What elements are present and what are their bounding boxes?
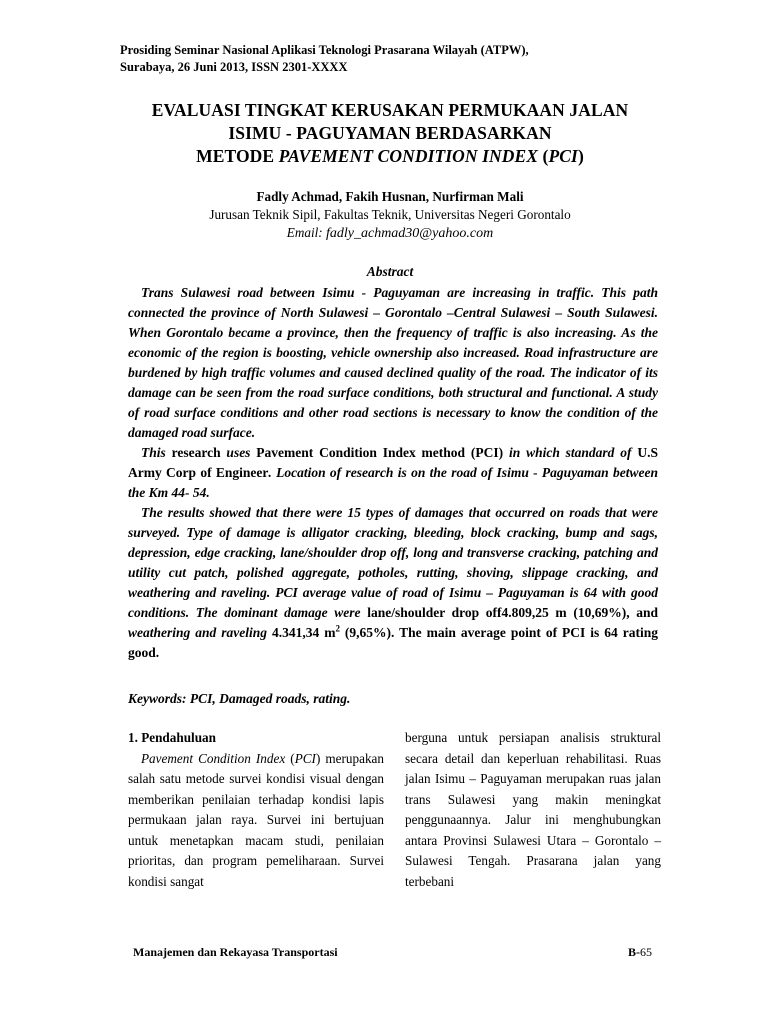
left-paren-open: (	[285, 750, 295, 766]
abstract-p2-b: research	[171, 445, 221, 460]
title-line-3-paren-close: )	[577, 146, 584, 166]
page-number: 65	[640, 945, 652, 959]
abstract-p3-superscript: 2	[335, 623, 340, 634]
abstract-heading: Abstract	[366, 264, 414, 279]
abstract-p2-c: uses	[220, 445, 257, 460]
abstract-p2-d: Pavement Condition Index method (PCI)	[256, 445, 504, 460]
abstract-p2-g: . Location of research is on the road of Isimu - Paguyaman between the Km 44- 54.	[128, 465, 658, 500]
left-acronym-italic: PCI	[294, 750, 316, 766]
section-heading: 1. Pendahuluan	[128, 730, 216, 745]
body-column-right	[405, 728, 661, 892]
abstract-p3-a: The results showed that there were 15 types of damages that occurred on roads that were surveyed. Type of damage is alligator cracking, bleeding, block cracking, bump and sags, depression, edge cracking, lane/shoulder drop off, long and transverse cracking, patching and utility cut patch, polished aggregate, potholes, rutting, shoving, slippage cracking, and weathering and raveling. PCI average value of road of Isimu – Paguyaman is 64 with good conditions. The dominant damage were	[128, 505, 658, 620]
left-term-italic: Pavement Condition Index	[141, 750, 286, 766]
title-line-3-paren-open: (	[538, 146, 549, 166]
left-paragraph-text: ) merupakan salah satu metode survei kondisi visual dengan memberikan penilaian terhadap kondisi lapis permukaan jalan raya. Survei ini bertujuan untuk menetapkan macam studi, penilaian prioritas, dan program pemeliharaan. Survei kondisi sangat	[128, 750, 384, 889]
abstract-p3-c: weathering and raveling	[128, 625, 272, 640]
abstract-p3-b: lane/shoulder drop off4.809,25 m (10,69%), and	[367, 605, 659, 620]
paper-title	[120, 99, 660, 168]
author-affiliation: Jurusan Teknik Sipil, Fakultas Teknik, Universitas Negeri Gorontalo	[209, 207, 571, 222]
abstract-paragraph-2	[128, 443, 658, 503]
page-prefix: B-	[628, 945, 640, 959]
title-line-3-italic: PAVEMENT CONDITION INDEX	[278, 146, 539, 166]
header-line-1: Prosiding Seminar Nasional Aplikasi Teknologi Prasarana Wilayah (ATPW),	[120, 43, 529, 57]
email-address: fadly_achmad30@yahoo.com	[325, 226, 494, 241]
abstract-paragraph-3	[128, 503, 658, 663]
footer-page-number	[628, 944, 652, 960]
footer-journal: Manajemen dan Rekayasa Transportasi	[133, 945, 338, 959]
proceedings-header	[120, 42, 680, 76]
body-column-left	[128, 728, 384, 892]
author-email	[120, 224, 660, 243]
abstract-paragraph-1: Trans Sulawesi road between Isimu - Paguyaman are increasing in traffic. This path connected the province of North Sulawesi – Gorontalo –Central Sulawesi – South Sulawesi. When Gorontalo became a province, then the frequency of traffic is also increasing. As the economic of the region is boosting, vehicle ownership also increased. Road infrastructure are burdened by high traffic volumes and caused declined quality of the road. The indicator of its damage can be seen from the road surface conditions, both structural and functional. A study of road surface conditions and other road sections is necessary to know the condition of the damaged road surface.	[128, 285, 658, 440]
abstract-p2-e: in which standard of	[503, 445, 638, 460]
section-paragraph-left	[128, 749, 384, 893]
abstract-p2-a: This	[141, 445, 172, 460]
abstract-p3-e: (9,65%). The main average point of PCI is 64 rating good.	[128, 625, 659, 660]
title-line-2: ISIMU - PAGUYAMAN BERDASARKAN	[228, 123, 552, 143]
title-line-1: EVALUASI TINGKAT KERUSAKAN PERMUKAAN JALAN	[151, 100, 629, 120]
section-paragraph-right: berguna untuk persiapan analisis struktural secara detail dan keperluan rehabilitasi. Ruas jalan Isimu – Paguyaman merupakan ruas jalan trans Sulawesi yang makin meningkat penggunaannya. Jalur ini menghubungkan antara Provinsi Sulawesi Utara – Gorontalo – Sulawesi Tengah. Prasarana jalan yang terbebani	[405, 730, 661, 889]
title-line-3-prefix: METODE	[196, 146, 279, 166]
email-label: Email:	[286, 225, 326, 240]
author-list: Fadly Achmad, Fakih Husnan, Nurfirman Mali	[256, 189, 524, 204]
title-line-3	[120, 145, 660, 168]
header-line-2: Surabaya, 26 Juni 2013, ISSN 2301-XXXX	[120, 60, 348, 74]
title-line-3-acronym: PCI	[548, 146, 578, 166]
abstract-body	[128, 283, 658, 663]
abstract-p2-f: U.S Army Corp of Engineer	[128, 445, 658, 480]
abstract-p3-d: 4.341,34 m	[271, 625, 336, 640]
keywords: Keywords: PCI, Damaged roads, rating.	[128, 691, 351, 706]
